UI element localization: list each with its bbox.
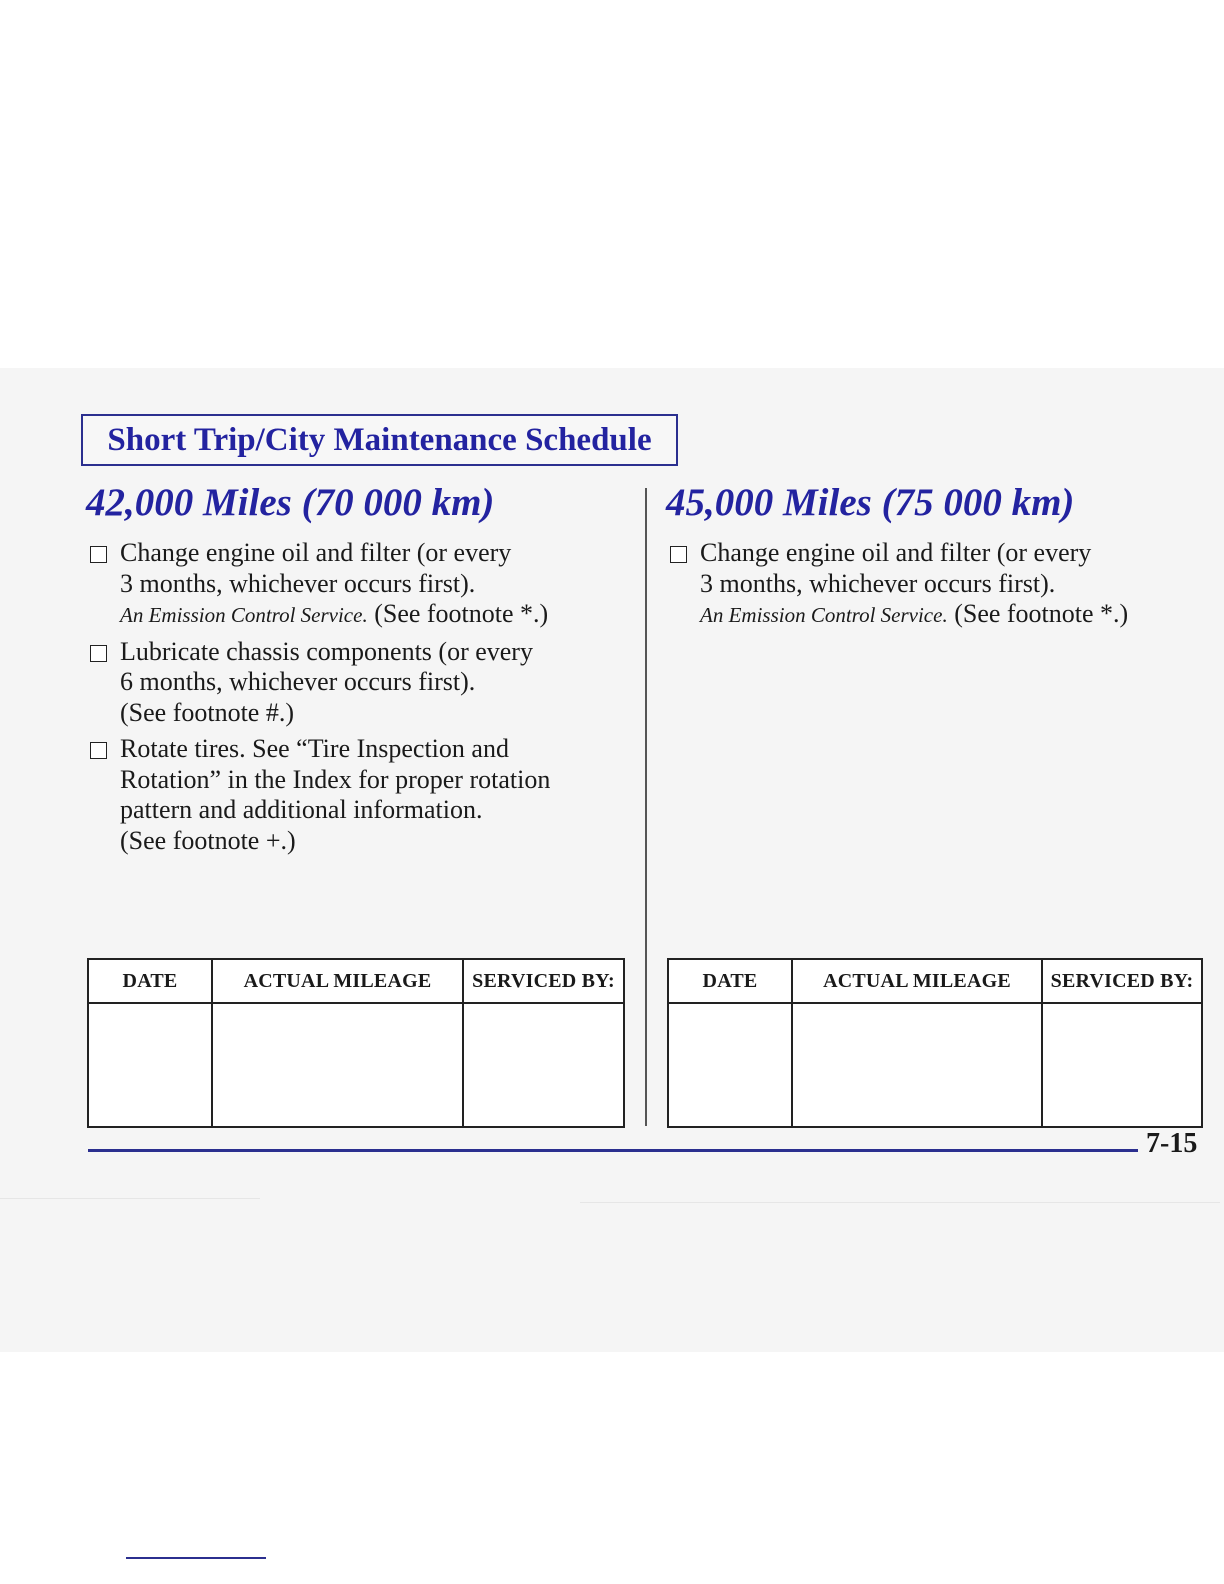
scan-artifact-line <box>0 1198 260 1199</box>
task-footnote-line <box>120 599 550 631</box>
scan-artifact-line <box>580 1202 1220 1203</box>
checkbox-icon[interactable] <box>90 742 107 759</box>
section-heading-42000: 42,000 Miles (70 000 km) <box>86 481 495 524</box>
checkbox-icon[interactable] <box>90 546 107 563</box>
checkbox-icon[interactable] <box>90 645 107 662</box>
table-row <box>668 1003 1202 1127</box>
task-text: Change engine oil and filter (or every <box>700 538 1092 567</box>
task-text: 6 months, whichever occurs first). <box>120 667 476 696</box>
task-item <box>88 734 550 856</box>
serviced-by-entry-cell[interactable] <box>463 1003 624 1127</box>
footnote-ref: (See footnote #.) <box>120 697 295 727</box>
task-item <box>668 538 1128 631</box>
footnote-ref: (See footnote *.) <box>374 599 549 628</box>
service-log-table-45000 <box>667 958 1203 1128</box>
page-number: 7-15 <box>1146 1128 1198 1159</box>
mileage-entry-cell[interactable] <box>792 1003 1042 1127</box>
footer-rule <box>88 1149 1138 1152</box>
task-text: Rotation” in the Index for proper rotation <box>120 764 551 794</box>
task-item <box>88 538 550 631</box>
section-heading-45000: 45,000 Miles (75 000 km) <box>666 481 1075 524</box>
task-text: pattern and additional information. <box>120 795 483 824</box>
column-header-serviced-by: SERVICED BY: <box>1042 959 1202 1003</box>
checkbox-icon[interactable] <box>670 546 687 563</box>
task-item <box>88 637 550 729</box>
emission-note: An Emission Control Service. <box>700 603 948 627</box>
date-entry-cell[interactable] <box>88 1003 212 1127</box>
task-list-42000 <box>88 538 550 862</box>
page-title <box>81 414 678 466</box>
task-footnote-line <box>700 599 1128 631</box>
task-list-45000 <box>668 538 1128 637</box>
column-header-actual-mileage: ACTUAL MILEAGE <box>792 959 1042 1003</box>
task-text: Lubricate chassis components (or every <box>120 636 533 666</box>
stray-rule <box>126 1557 266 1559</box>
service-log-table-42000 <box>87 958 625 1128</box>
column-header-actual-mileage: ACTUAL MILEAGE <box>212 959 463 1003</box>
task-text: 3 months, whichever occurs first). <box>120 568 476 598</box>
task-text: 3 months, whichever occurs first). <box>700 568 1056 598</box>
date-entry-cell[interactable] <box>668 1003 792 1127</box>
table-header-row <box>668 959 1202 1003</box>
column-header-serviced-by: SERVICED BY: <box>463 959 624 1003</box>
footnote-ref: (See footnote +.) <box>120 825 296 855</box>
page-title-text: Short Trip/City Maintenance Schedule <box>107 421 652 458</box>
mileage-entry-cell[interactable] <box>212 1003 463 1127</box>
column-header-date: DATE <box>668 959 792 1003</box>
table-header-row <box>88 959 624 1003</box>
column-divider <box>645 488 647 1126</box>
emission-note: An Emission Control Service. <box>120 603 368 627</box>
table-row <box>88 1003 624 1127</box>
task-text: Rotate tires. See “Tire Inspection and <box>120 734 509 763</box>
task-text: Change engine oil and filter (or every <box>120 538 512 567</box>
footnote-ref: (See footnote *.) <box>954 599 1129 628</box>
column-header-date: DATE <box>88 959 212 1003</box>
serviced-by-entry-cell[interactable] <box>1042 1003 1202 1127</box>
